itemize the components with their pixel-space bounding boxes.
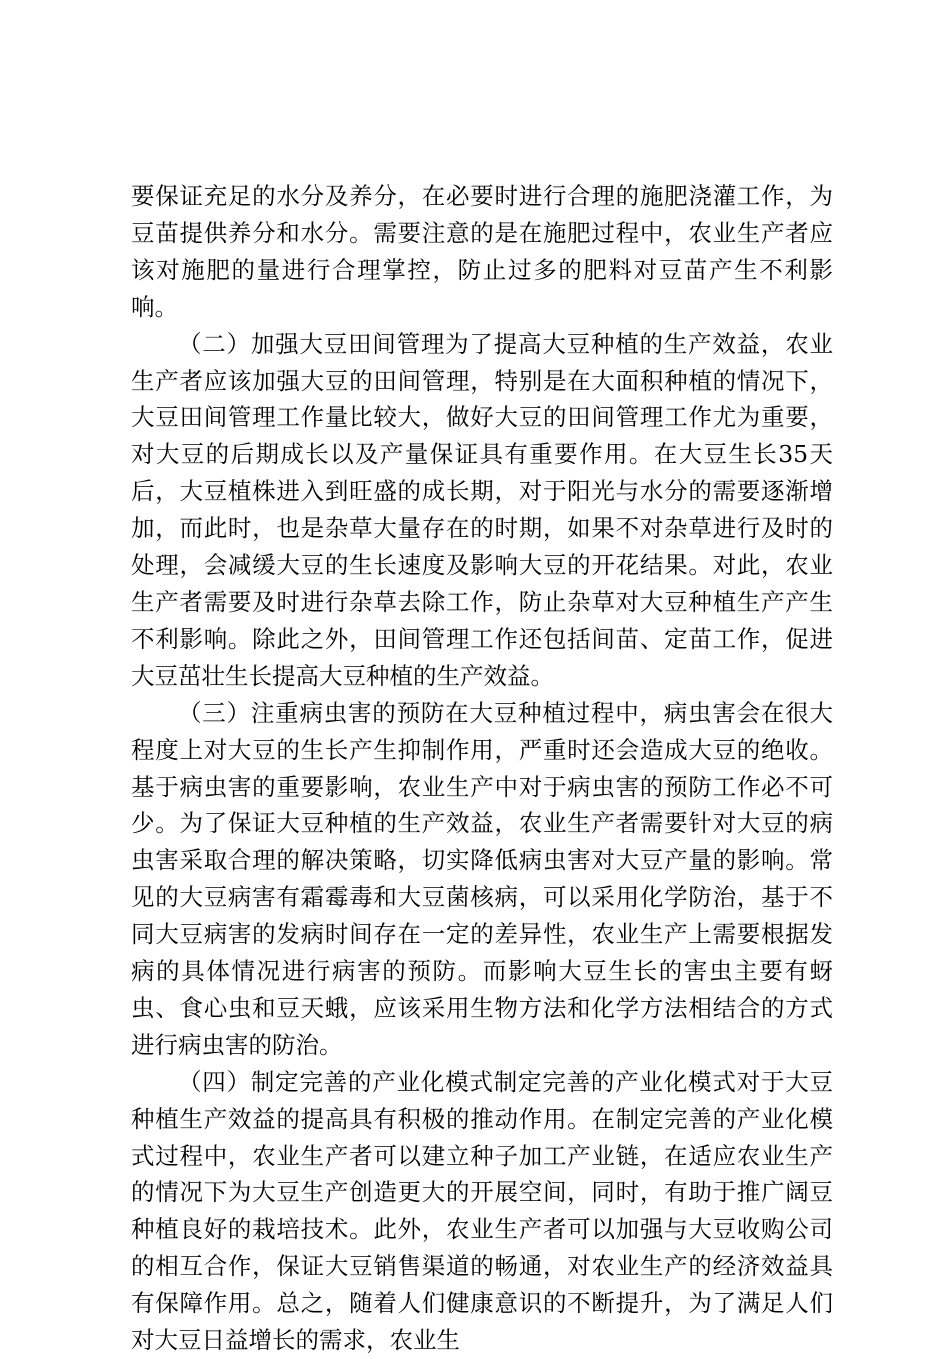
document-body [131,178,833,1359]
paragraph-continuation: 要保证充足的水分及养分，在必要时进行合理的施肥浇灌工作，为豆苗提供养分和水分。需要注意的是在施肥过程中，农业生产者应该对施肥的量进行合理掌控，防止过多的肥料对豆苗产生不利影响。 [131,182,833,321]
paragraph-industrial-model: （四）制定完善的产业化模式制定完善的产业化模式对于大豆种植生产效益的提高具有积极的推动作用。在制定完善的产业化模式过程中，农业生产者可以建立种子加工产业链，在适应农业生产的情况下为大豆生产创造更大的开展空间，同时，有助于推广阔豆种植良好的栽培技术。此外，农业生产者可以加强与大豆收购公司的相互合作，保证大豆销售渠道的畅通，对农业生产的经济效益具有保障作用。总之，随着人们健康意识的不断提升，为了满足人们对大豆日益增长的需求，农业生 [131,1067,833,1355]
paragraph-pest-prevention: （三）注重病虫害的预防在大豆种植过程中，病虫害会在很大程度上对大豆的生长产生抑制作用，严重时还会造成大豆的绝收。基于病虫害的重要影响，农业生产中对于病虫害的预防工作必不可少。为了保证大豆种植的生产效益，农业生产者需要针对大豆的病虫害采取合理的解决策略，切实降低病虫害对大豆产量的影响。常见的大豆病害有霜霉毒和大豆菌核病，可以采用化学防治，基于不同大豆病害的发病时间存在一定的差异性，农业生产上需要根据发病的具体情况进行病害的预防。而影响大豆生长的害虫主要有蚜虫、食心虫和豆天蛾，应该采用生物方法和化学方法相结合的方式进行病虫害的防治。 [131,698,833,1059]
paragraph-field-management: （二）加强大豆田间管理为了提高大豆种植的生产效益，农业生产者应该加强大豆的田间管理，特别是在大面积种植的情况下，大豆田间管理工作量比较大，做好大豆的田间管理工作尤为重要，对大豆的后期成长以及产量保证具有重要作用。在大豆生长35天后，大豆植株进入到旺盛的成长期，对于阳光与水分的需要逐渐增加，而此时，也是杂草大量存在的时期，如果不对杂草进行及时的处理，会减缓大豆的生长速度及影响大豆的开花结果。对此，农业生产者需要及时进行杂草去除工作，防止杂草对大豆种植生产产生不利影响。除此之外，田间管理工作还包括间苗、定苗工作，促进大豆茁壮生长提高大豆种植的生产效益。 [131,329,833,690]
